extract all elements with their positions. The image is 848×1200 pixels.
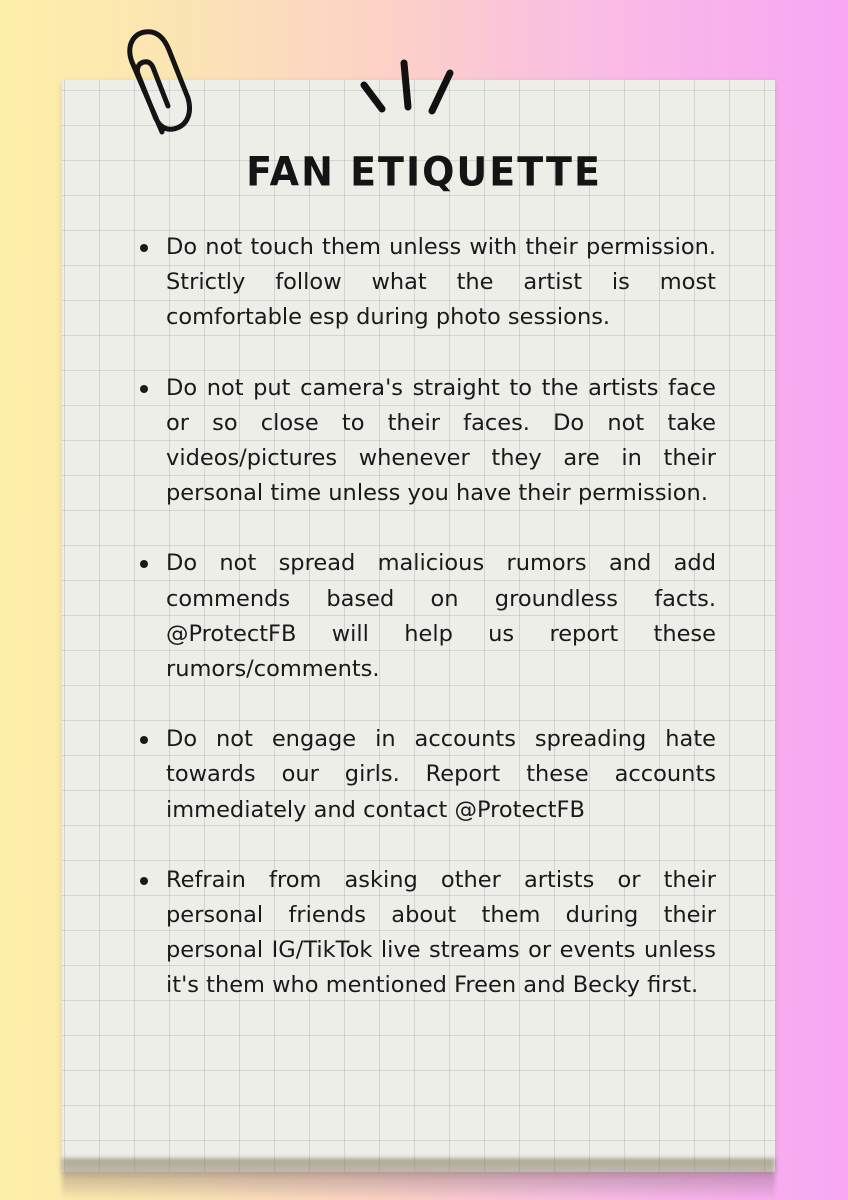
bullet-icon (140, 877, 148, 885)
rule-text: Refrain from asking other artists or their personal friends about them during their personal IG/TikTok live streams or events unless it's them who mentioned Freen and Becky first. (166, 866, 716, 999)
bullet-icon (140, 736, 148, 744)
rule-text: Do not touch them unless with their permission. Strictly follow what the artist is most comfortable esp during photo sessions. (166, 234, 716, 331)
sparkle-lines-icon (352, 55, 462, 125)
paper-shadow (62, 1158, 775, 1200)
list-item (135, 722, 716, 828)
list-item (135, 371, 716, 512)
list-item (135, 863, 716, 1004)
page-title: FAN ETIQUETTE (246, 148, 602, 196)
paperclip-icon (118, 28, 200, 146)
etiquette-list (135, 230, 716, 1004)
bullet-icon (140, 560, 148, 568)
bullet-icon (140, 385, 148, 393)
rule-text: Do not spread malicious rumors and add commends based on groundless facts. @ProtectFB will help us report these rumors/comments. (166, 550, 716, 683)
rule-text: Do not put camera's straight to the artists face or so close to their faces. Do not take videos/pictures whenever they are in their personal time unless you have their permission. (166, 374, 716, 507)
list-item (135, 230, 716, 336)
rule-text: Do not engage in accounts spreading hate towards our girls. Report these accounts immediately and contact @ProtectFB (166, 726, 716, 823)
list-item (135, 546, 716, 687)
bullet-icon (140, 244, 148, 252)
